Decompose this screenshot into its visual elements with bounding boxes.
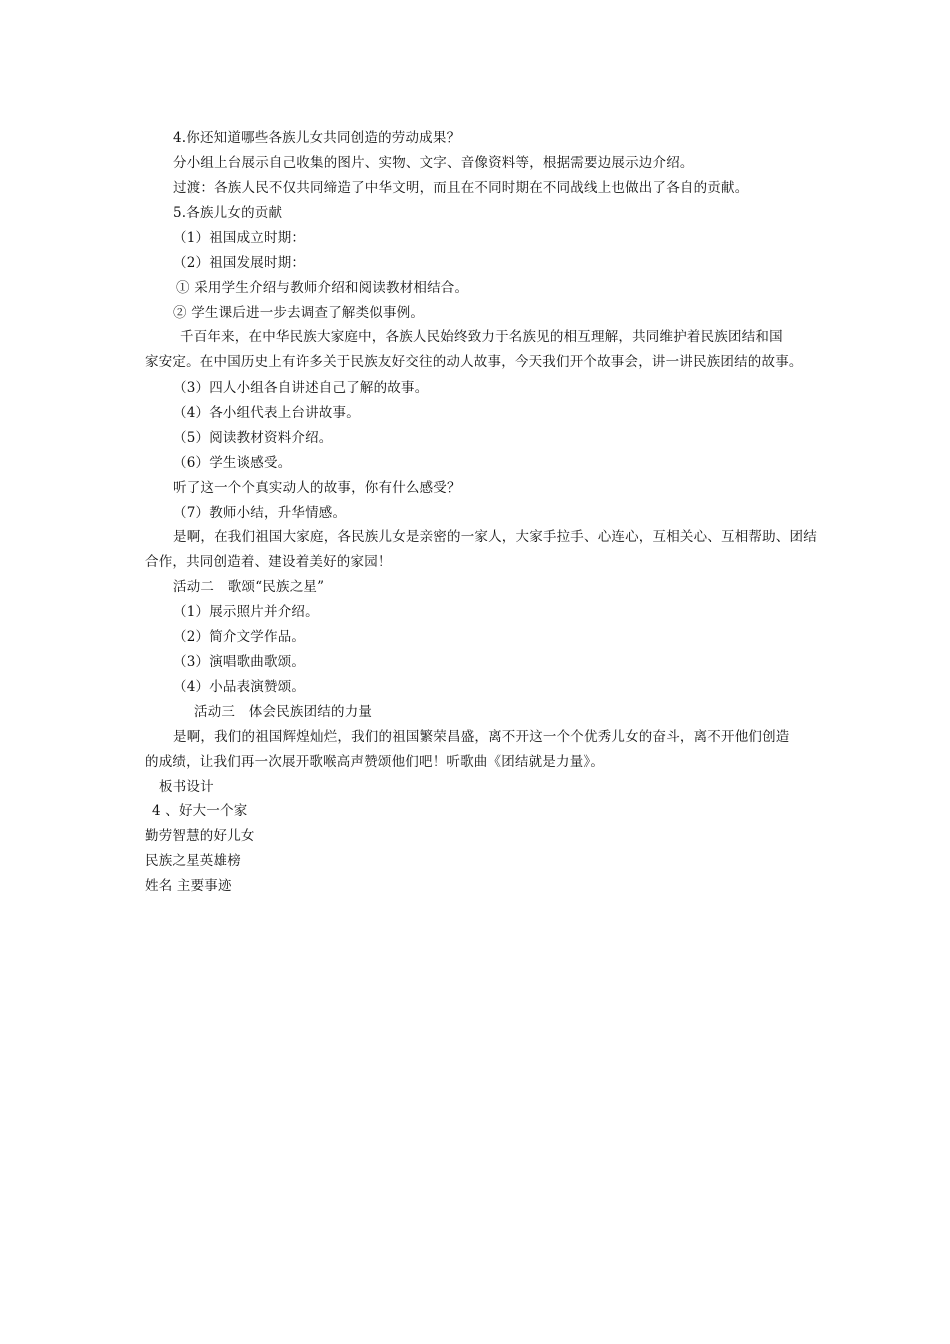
step-7: （7）教师小结，升华情感。 xyxy=(173,505,347,521)
board-line-3: 姓名 主要事迹 xyxy=(145,878,232,894)
step-4: （4）各小组代表上台讲故事。 xyxy=(173,405,360,421)
method-1: ① 采用学生介绍与教师介绍和阅读教材相结合。 xyxy=(176,280,469,296)
period-founding: （1）祖国成立时期： xyxy=(173,230,306,246)
step-6: （6）学生谈感受。 xyxy=(173,455,292,471)
activity-3-heading: 活动三 体会民族团结的力量 xyxy=(194,704,373,720)
step-3: （3）四人小组各自讲述自己了解的故事。 xyxy=(173,380,429,396)
period-development: （2）祖国发展时期： xyxy=(173,255,306,271)
paragraph-story-intro-line-2: 家安定。在中国历史上有许多关于民族友好交往的动人故事，今天我们开个故事会，讲一讲民族团结的故事。 xyxy=(145,354,803,370)
paragraph-conclusion-line-1: 是啊，我们的祖国辉煌灿烂，我们的祖国繁荣昌盛，离不开这一个个优秀儿女的奋斗，离不开他们创造 xyxy=(173,729,790,745)
paragraph-family-line-1: 是啊，在我们祖国大家庭，各民族儿女是亲密的一家人，大家手拉手、心连心，互相关心、互相帮助、团结 xyxy=(173,529,817,545)
section-5-heading: 5.各族儿女的贡献 xyxy=(173,205,283,221)
paragraph-story-intro-line-1: 千百年来，在中华民族大家庭中，各族人民始终致力于名族见的相互理解，共同维护着民族团结和国 xyxy=(180,329,783,345)
board-title: 4 、好大一个家 xyxy=(152,803,248,819)
board-design-heading: 板书设计 xyxy=(159,779,214,795)
group-display-instruction: 分小组上台展示自己收集的图片、实物、文字、音像资料等，根据需要边展示边介绍。 xyxy=(173,155,694,171)
step-5: （5）阅读教材资料介绍。 xyxy=(173,430,333,446)
activity-2-step-2: （2）简介文学作品。 xyxy=(173,629,306,645)
feeling-question: 听了这一个个真实动人的故事，你有什么感受？ xyxy=(173,480,461,496)
activity-2-step-4: （4）小品表演赞颂。 xyxy=(173,679,306,695)
question-4: 4.你还知道哪些各族儿女共同创造的劳动成果？ xyxy=(173,130,461,146)
method-2: ② 学生课后进一步去调查了解类似事例。 xyxy=(173,305,425,321)
board-line-2: 民族之星英雄榜 xyxy=(145,853,241,869)
paragraph-conclusion-line-2: 的成绩，让我们再一次展开歌喉高声赞颂他们吧！听歌曲《团结就是力量》。 xyxy=(145,754,605,770)
activity-2-step-3: （3）演唱歌曲歌颂。 xyxy=(173,654,306,670)
board-line-1: 勤劳智慧的好儿女 xyxy=(145,828,255,844)
activity-2-heading: 活动二 歌颂“民族之星” xyxy=(173,579,325,595)
activity-2-step-1: （1）展示照片并介绍。 xyxy=(173,604,319,620)
paragraph-family-line-2: 合作，共同创造着、建设着美好的家园！ xyxy=(145,554,392,570)
transition-text: 过渡：各族人民不仅共同缔造了中华文明，而且在不同时期在不同战线上也做出了各自的贡献。 xyxy=(173,180,749,196)
